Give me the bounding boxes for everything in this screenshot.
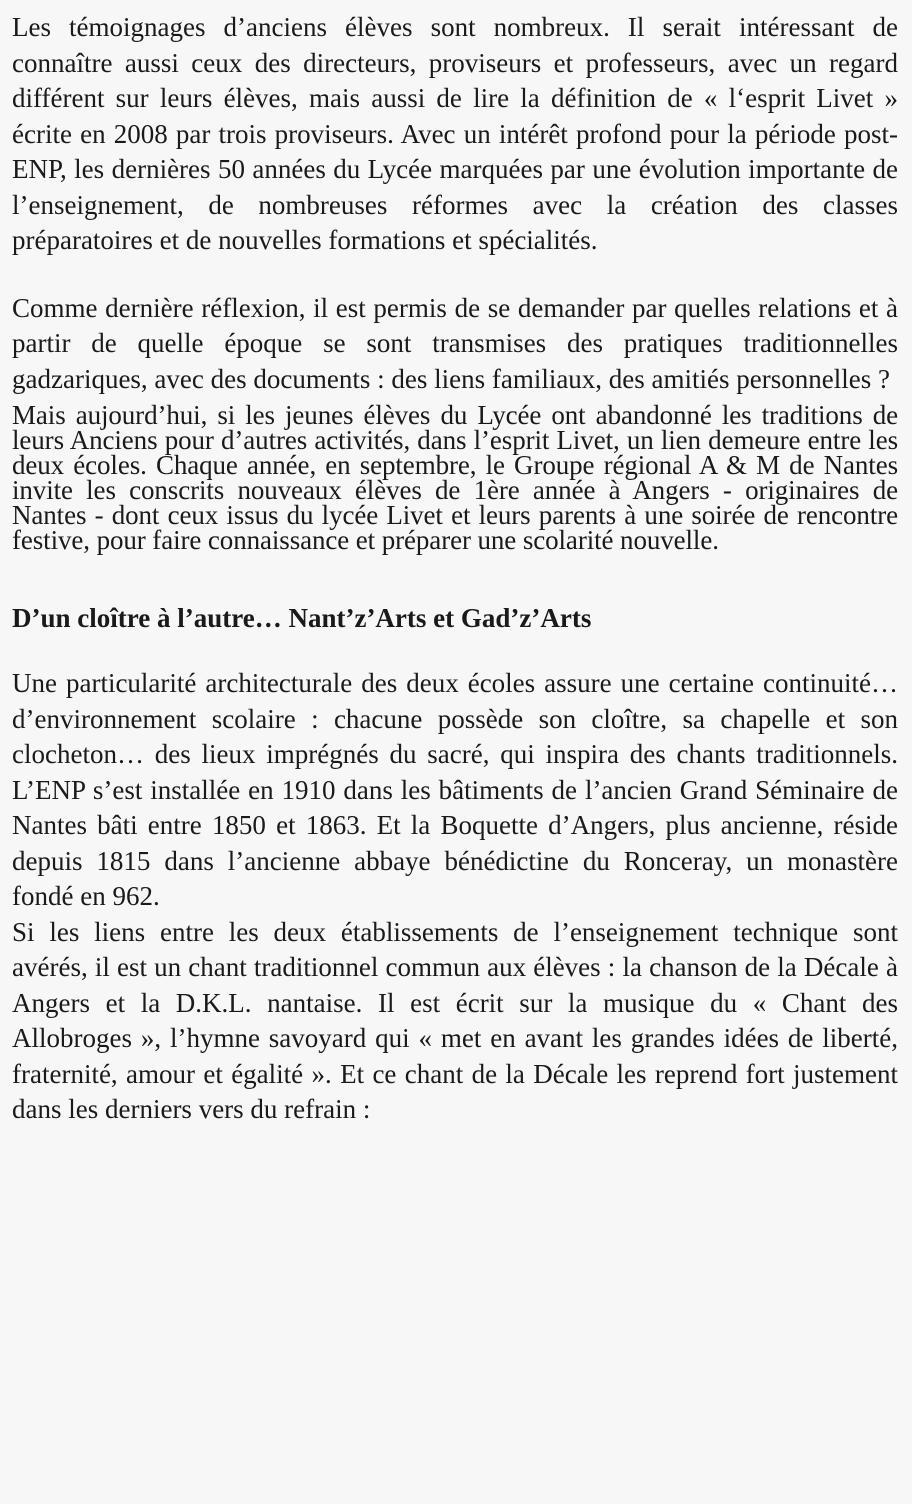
- paragraph-song: Si les liens entre les deux établissements de l’enseignement technique sont avérés, il est un chant traditionnel commun aux élèves : la chanson de la Décale à Angers et la D.K.L. nantaise. Il est écrit sur la musique du « Chant des Allobroges », l’hymne savoyard qui « met en avant les grandes idées de liberté, fraternité, amour et égalité ». Et ce chant de la Décale les reprend fort justement dans les derniers vers du refrain :: [12, 916, 898, 1124]
- paragraph-today: Mais aujourd’hui, si les jeunes élèves du Lycée ont abandonné les traditions de leurs Anciens pour d’autres activités, dans l’esprit Livet, un lien demeure entre les deux écoles. Chaque année, en septembre, le Groupe régional A & M de Nantes invite les conscrits nouveaux élèves de 1ère année à Angers - originaires de Nantes - dont ceux issus du lycée Livet et leurs parents à une soirée de rencontre festive, pour faire connaissance et préparer une scolarité nouvelle.: [12, 400, 898, 555]
- paragraph-testimonies: Les témoignages d’anciens élèves sont nombreux. Il serait intéressant de connaître aussi ceux des directeurs, proviseurs et professeurs, avec un regard différent sur leurs élèves, mais aussi de lire la définition de « l‘esprit Livet » écrite en 2008 par trois proviseurs. Avec un intérêt profond pour la période post-ENP, les dernières 50 années du Lycée marquées par une évolution importante de l’enseignement, de nombreuses réformes avec la création des classes préparatoires et de nouvelles formations et spécialités.: [12, 12, 898, 255]
- paragraph-reflection: Comme dernière réflexion, il est permis de se demander par quelles relations et à partir de quelle époque se sont transmises des pratiques traditionnelles gadzariques, avec des documents : des liens familiaux, des amitiés personnelles ?: [12, 292, 898, 394]
- document-page: [12, 10, 898, 1128]
- paragraph-architecture: Une particularité architecturale des deux écoles assure une certaine continuité… d’environnement scolaire : chacune possède son cloître, sa chapelle et son clocheton… des lieux imprégnés du sacré, qui inspira des chants traditionnels. L’ENP s’est installée en 1910 dans les bâtiments de l’ancien Grand Séminaire de Nantes bâti entre 1850 et 1863. Et la Boquette d’Angers, plus ancienne, réside depuis 1815 dans l’ancienne abbaye bénédictine du Ronceray, un monastère fondé en 962.: [12, 668, 898, 911]
- section-heading: D’un cloître à l’autre… Nant’z’Arts et Gad’z’Arts: [12, 603, 592, 633]
